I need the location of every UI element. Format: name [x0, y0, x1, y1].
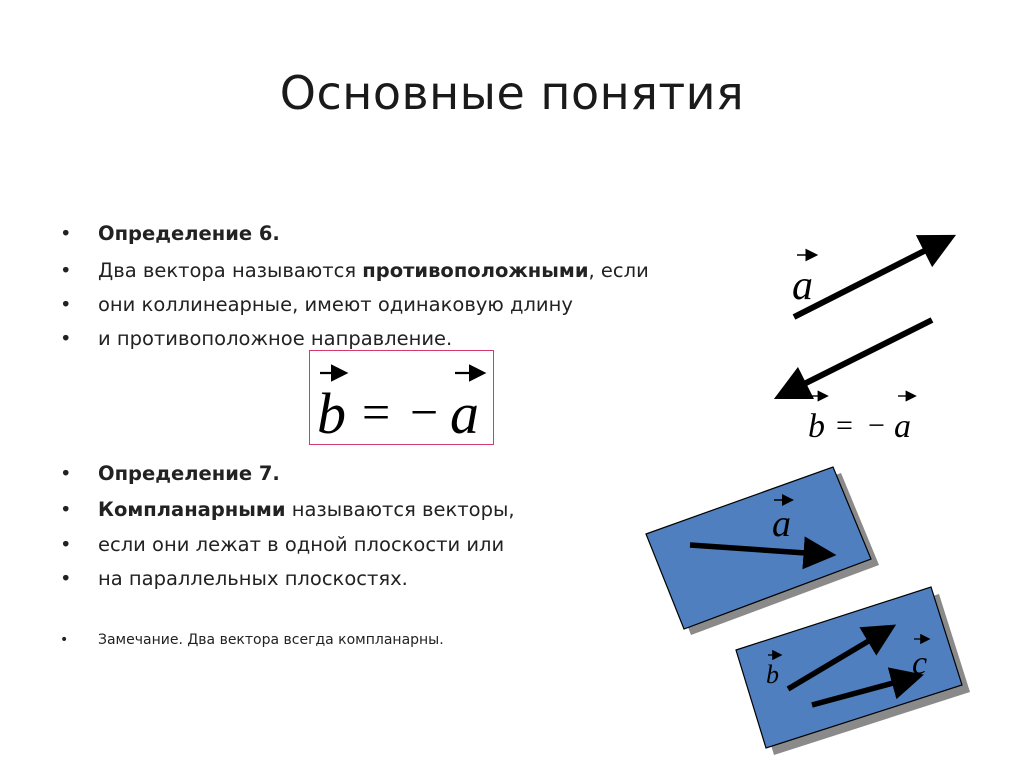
text-pre: Два вектора называются: [98, 259, 363, 282]
text-bold: Компланарными: [98, 498, 286, 521]
plane-1-label-a: a: [772, 503, 791, 545]
plane-2-label-b: b: [766, 660, 779, 689]
bullet-text: они коллинеарные, имеют одинаковую длину: [98, 293, 573, 316]
bullet-dot: •: [60, 632, 69, 648]
eq-b: b: [808, 408, 825, 445]
definition-6-label: Определение 6.: [98, 222, 280, 245]
bullet-dot: •: [60, 533, 72, 556]
formula-minus: −: [410, 384, 439, 440]
vector-b-arrow: [790, 320, 932, 391]
bullet-dot: •: [60, 567, 72, 590]
bullet-text: и противоположное направление.: [98, 327, 453, 350]
text-bold: противоположными: [362, 259, 589, 282]
label-a: a: [792, 263, 813, 309]
bullet-dot: •: [60, 259, 72, 282]
formula-a: a: [450, 381, 479, 446]
formula-svg: [310, 351, 495, 446]
bullet-text: [98, 259, 649, 282]
bullet-text: [98, 498, 515, 521]
formula-eq: =: [362, 384, 391, 440]
eq-sign: =: [836, 409, 853, 442]
text-post: , если: [588, 259, 649, 282]
bullet-dot: •: [60, 222, 72, 245]
bullet-text: если они лежат в одной плоскости или: [98, 533, 505, 556]
definition-7-label: Определение 7.: [98, 462, 280, 485]
remark-text: Замечание. Два вектора всегда компланарны.: [98, 632, 444, 648]
coplanar-vectors-diagram: [640, 458, 980, 758]
vector-a-arrow: [794, 243, 940, 317]
eq-minus: −: [868, 409, 885, 442]
bullet-dot: •: [60, 327, 72, 350]
eq-a: a: [894, 408, 911, 445]
formula-b: b: [317, 381, 346, 446]
plane-2-label-c: c: [912, 645, 928, 682]
opposite-vectors-diagram: [760, 225, 970, 450]
slide-title: Основные понятия: [279, 66, 745, 120]
formula-box: [309, 350, 494, 445]
bullet-dot: •: [60, 498, 72, 521]
text-post: называются векторы,: [285, 498, 515, 521]
bullet-dot: •: [60, 293, 72, 316]
bullet-dot: •: [60, 462, 72, 485]
bullet-text: на параллельных плоскостях.: [98, 567, 408, 590]
